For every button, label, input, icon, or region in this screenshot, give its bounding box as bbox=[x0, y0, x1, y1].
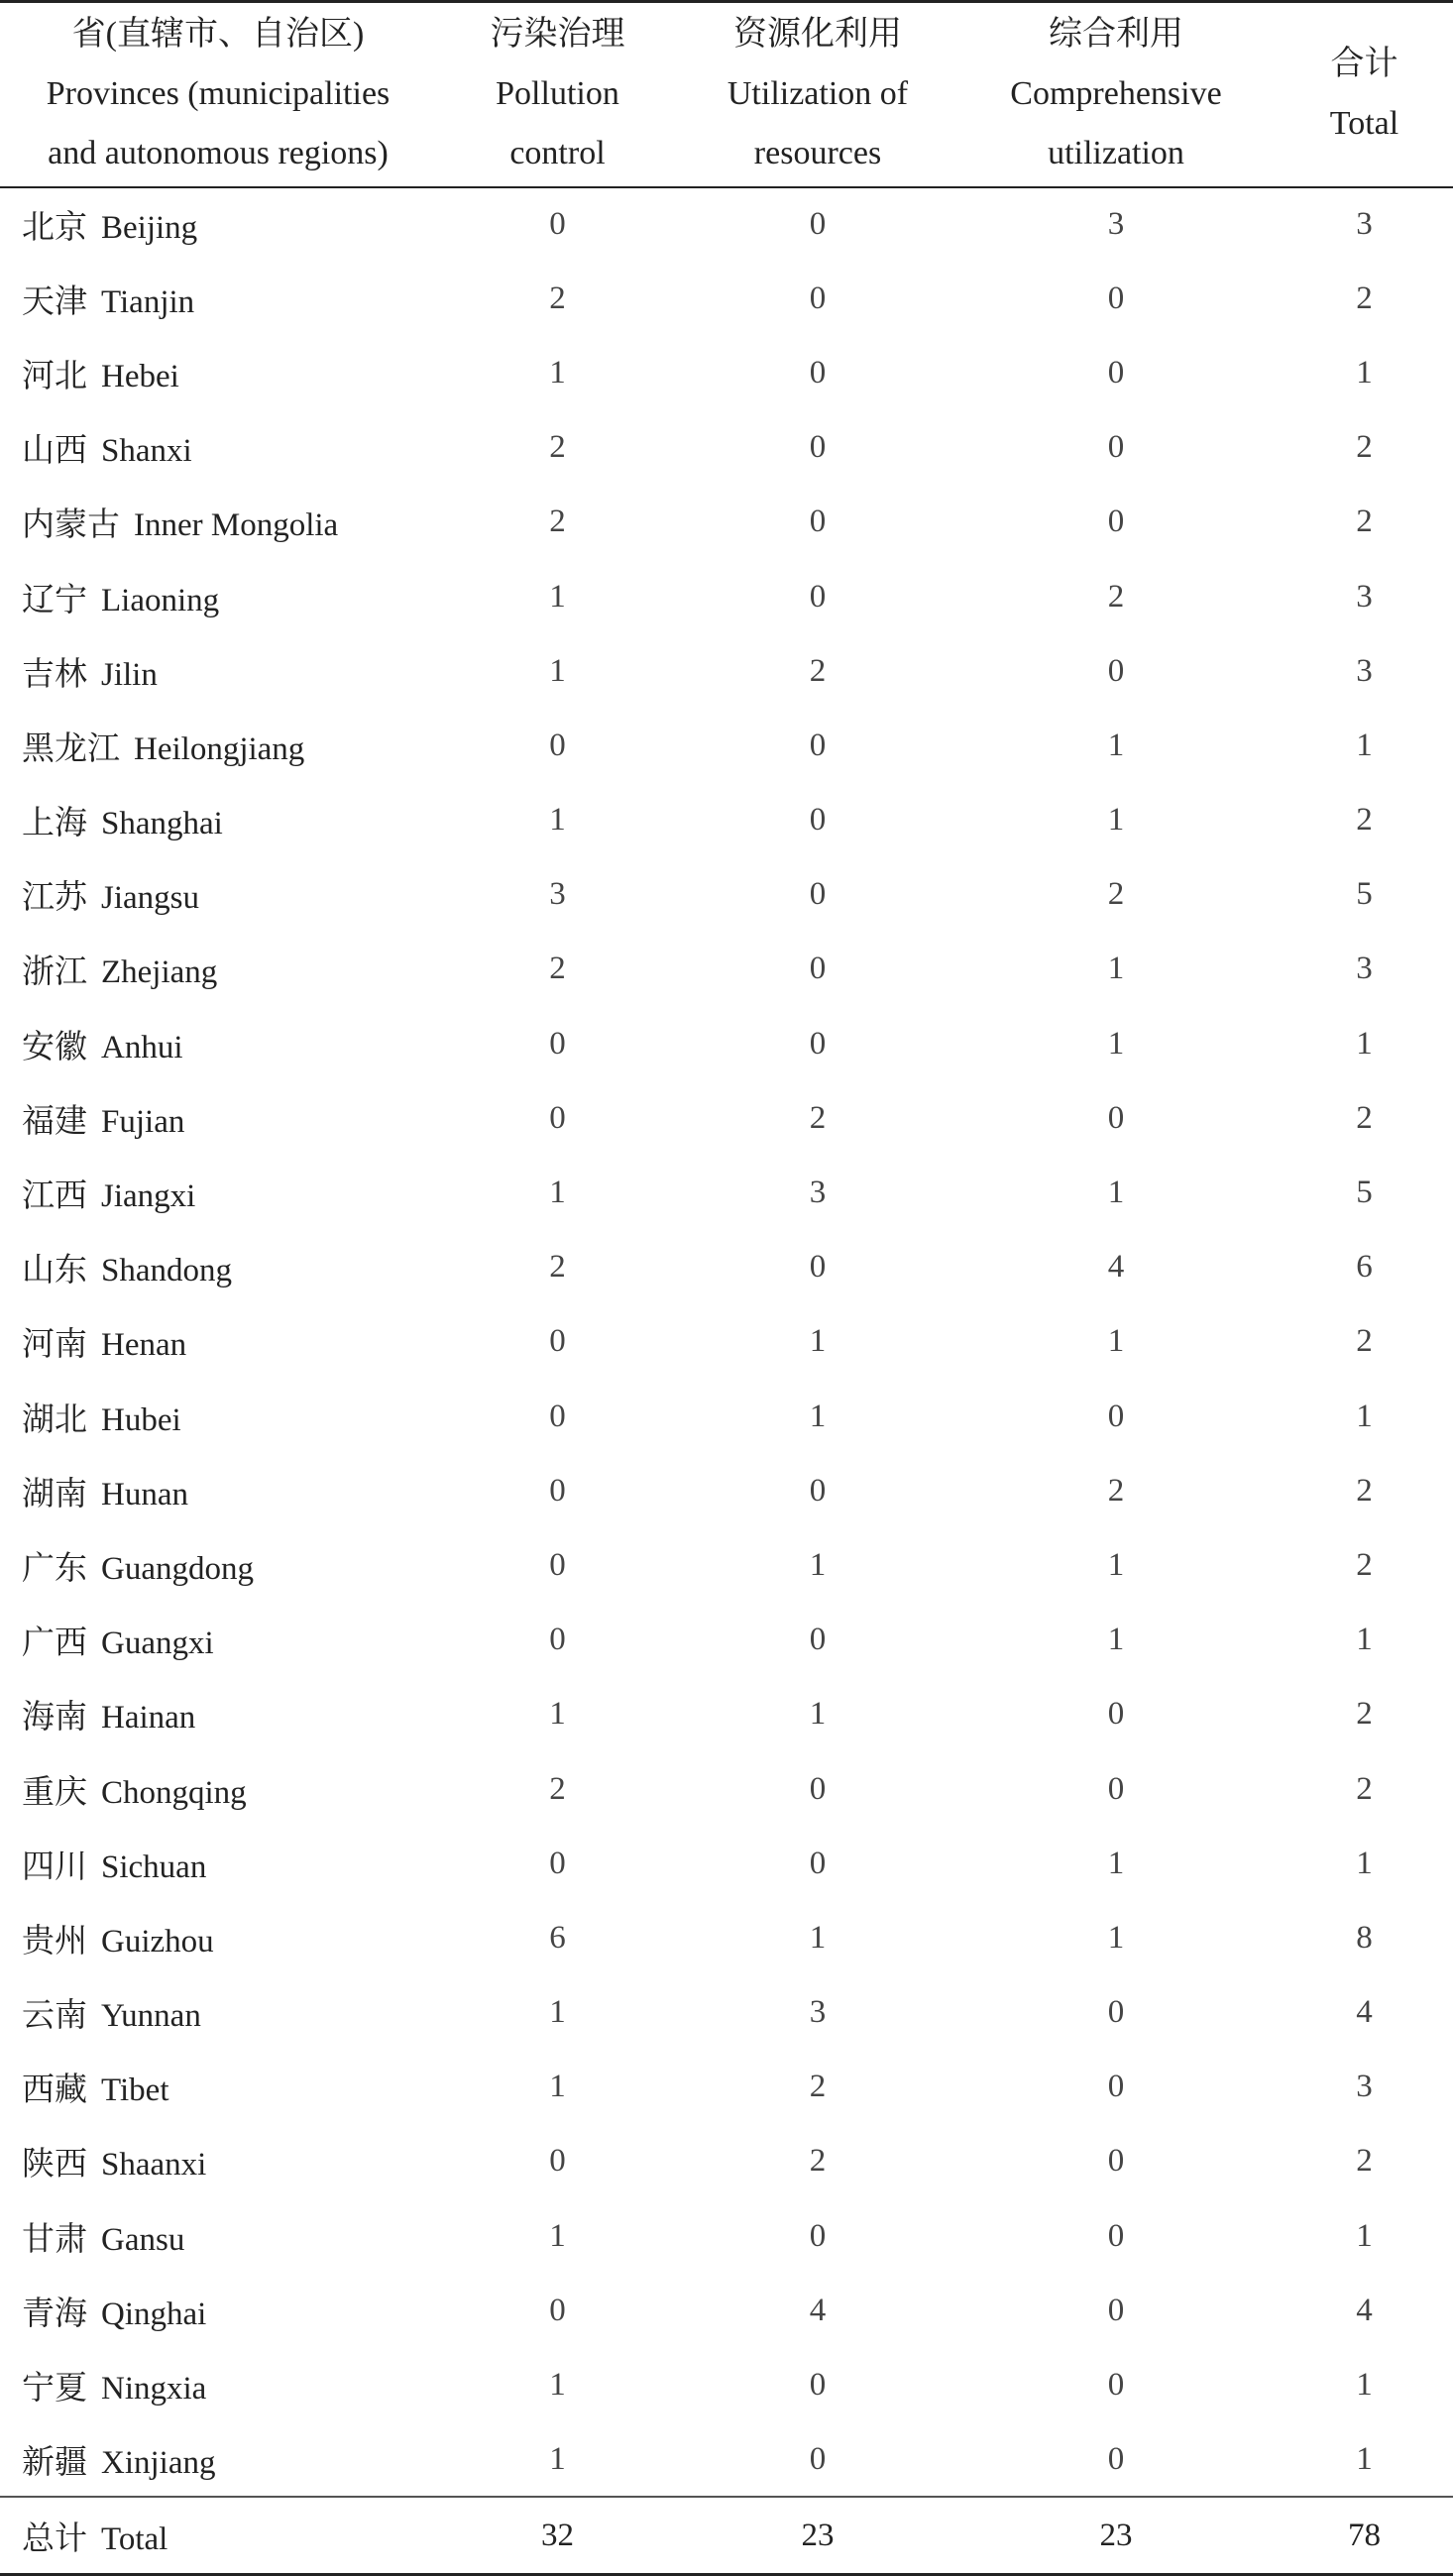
table-row bbox=[0, 1304, 1453, 1379]
table-row bbox=[0, 1454, 1453, 1528]
comprehensive-utilization-cell: 2 bbox=[1107, 876, 1125, 913]
row-total-cell: 4 bbox=[1356, 2292, 1373, 2328]
header-comprehensive bbox=[956, 2, 1276, 187]
province-name-zh: 青海 bbox=[22, 2296, 87, 2332]
resource-utilization-cell: 1 bbox=[809, 1323, 827, 1360]
row-total-cell: 6 bbox=[1356, 1249, 1373, 1286]
header-province-zh: 省(直辖市、自治区) bbox=[71, 16, 365, 54]
row-total-cell: 1 bbox=[1356, 2217, 1373, 2254]
pollution-control-cell: 0 bbox=[549, 1546, 566, 1583]
comprehensive-utilization-cell: 0 bbox=[1107, 652, 1125, 689]
pollution-control-cell: 0 bbox=[549, 206, 566, 243]
province-name-zh: 湖北 bbox=[22, 1401, 87, 1438]
table-row bbox=[0, 262, 1453, 336]
pollution-control-cell: 2 bbox=[549, 429, 566, 466]
comprehensive-utilization-cell: 0 bbox=[1107, 2367, 1125, 2404]
table-row bbox=[0, 2422, 1453, 2497]
row-total-cell: 2 bbox=[1356, 280, 1373, 316]
pollution-control-cell: 0 bbox=[549, 727, 566, 763]
table-header bbox=[0, 2, 1453, 187]
province-name-en: Guangxi bbox=[101, 1625, 214, 1662]
province-name-en: Hubei bbox=[101, 1401, 181, 1438]
total-pollution: 32 bbox=[436, 2497, 679, 2574]
province-cell bbox=[0, 187, 436, 262]
comprehensive-utilization-cell: 0 bbox=[1107, 2217, 1125, 2254]
province-name-zh: 河北 bbox=[22, 358, 87, 394]
comprehensive-utilization-cell: 0 bbox=[1107, 1770, 1125, 1807]
row-total-cell: 2 bbox=[1356, 1546, 1373, 1583]
province-cell bbox=[0, 1081, 436, 1156]
resource-utilization-cell: 3 bbox=[809, 1175, 827, 1211]
table-row bbox=[0, 634, 1453, 709]
province-name-en: Anhui bbox=[101, 1029, 183, 1065]
table-row bbox=[0, 1751, 1453, 1826]
resource-utilization-cell: 0 bbox=[809, 429, 827, 466]
comprehensive-utilization-cell: 2 bbox=[1107, 578, 1125, 615]
header-province bbox=[0, 2, 436, 187]
province-name-zh: 河南 bbox=[22, 1327, 87, 1364]
row-total-cell: 8 bbox=[1356, 1919, 1373, 1956]
comprehensive-utilization-cell: 0 bbox=[1107, 429, 1125, 466]
province-cell bbox=[0, 2348, 436, 2422]
province-name-en: Guangdong bbox=[101, 1550, 254, 1587]
pollution-control-cell: 0 bbox=[549, 1622, 566, 1658]
province-name-zh: 内蒙古 bbox=[22, 507, 120, 544]
table-row bbox=[0, 1230, 1453, 1304]
resource-utilization-cell: 0 bbox=[809, 2367, 827, 2404]
province-name-en: Shandong bbox=[101, 1253, 232, 1289]
province-name-en: Guizhou bbox=[101, 1923, 214, 1960]
pollution-control-cell: 1 bbox=[549, 354, 566, 391]
pollution-control-cell: 3 bbox=[549, 876, 566, 913]
table-row bbox=[0, 2050, 1453, 2124]
header-pollution bbox=[436, 2, 679, 187]
province-cell bbox=[0, 1007, 436, 1081]
province-name-en: Heilongjiang bbox=[134, 730, 305, 767]
province-name-en: Qinghai bbox=[101, 2296, 207, 2332]
header-comprehensive-zh: 综合利用 bbox=[1049, 16, 1183, 54]
row-total-cell: 3 bbox=[1356, 206, 1373, 243]
table-row bbox=[0, 1007, 1453, 1081]
table-row bbox=[0, 709, 1453, 783]
table-body bbox=[0, 187, 1453, 2498]
pollution-control-cell: 2 bbox=[549, 504, 566, 540]
comprehensive-utilization-cell: 0 bbox=[1107, 2143, 1125, 2180]
row-total-cell: 2 bbox=[1356, 1323, 1373, 1360]
province-cell bbox=[0, 1975, 436, 2050]
header-total-en: Total bbox=[1329, 105, 1399, 143]
resource-utilization-cell: 0 bbox=[809, 1770, 827, 1807]
province-name-en: Tianjin bbox=[101, 283, 195, 320]
row-total-cell: 1 bbox=[1356, 1622, 1373, 1658]
resource-utilization-cell: 0 bbox=[809, 354, 827, 391]
province-cell bbox=[0, 559, 436, 633]
province-cell bbox=[0, 1603, 436, 1677]
resource-utilization-cell: 0 bbox=[809, 578, 827, 615]
resource-utilization-cell: 0 bbox=[809, 1845, 827, 1881]
resource-utilization-cell: 3 bbox=[809, 1994, 827, 2031]
table-row bbox=[0, 1677, 1453, 1751]
province-name-en: Hunan bbox=[101, 1476, 188, 1512]
comprehensive-utilization-cell: 1 bbox=[1107, 802, 1125, 839]
header-pollution-en-1: Pollution bbox=[496, 75, 619, 113]
row-total-cell: 1 bbox=[1356, 1398, 1373, 1434]
province-cell bbox=[0, 1751, 436, 1826]
province-cell bbox=[0, 2124, 436, 2198]
comprehensive-utilization-cell: 1 bbox=[1107, 1622, 1125, 1658]
province-name-zh: 宁夏 bbox=[22, 2371, 87, 2408]
header-province-en-2: and autonomous regions) bbox=[48, 135, 389, 172]
province-name-zh: 江西 bbox=[22, 1178, 87, 1215]
province-cell bbox=[0, 2274, 436, 2348]
province-name-en: Inner Mongolia bbox=[134, 507, 339, 544]
table-row bbox=[0, 410, 1453, 485]
comprehensive-utilization-cell: 3 bbox=[1107, 206, 1125, 243]
resource-utilization-cell: 0 bbox=[809, 1622, 827, 1658]
resource-utilization-cell: 0 bbox=[809, 727, 827, 763]
comprehensive-utilization-cell: 0 bbox=[1107, 2069, 1125, 2105]
header-province-en-1: Provinces (municipalities bbox=[46, 75, 391, 113]
province-name-en: Xinjiang bbox=[101, 2444, 216, 2481]
province-name-en: Hainan bbox=[101, 1700, 196, 1736]
comprehensive-utilization-cell: 0 bbox=[1107, 354, 1125, 391]
province-name-zh: 西藏 bbox=[22, 2072, 87, 2109]
province-name-en: Jiangsu bbox=[101, 880, 199, 917]
header-total bbox=[1276, 2, 1453, 187]
pollution-control-cell: 0 bbox=[549, 1472, 566, 1509]
pollution-control-cell: 0 bbox=[549, 1099, 566, 1136]
table-row bbox=[0, 2124, 1453, 2198]
row-total-cell: 3 bbox=[1356, 951, 1373, 987]
table-row bbox=[0, 1975, 1453, 2050]
row-total-cell: 5 bbox=[1356, 876, 1373, 913]
table-row bbox=[0, 1901, 1453, 1975]
province-name-zh: 贵州 bbox=[22, 1923, 87, 1960]
province-cell bbox=[0, 1454, 436, 1528]
pollution-control-cell: 1 bbox=[549, 2440, 566, 2477]
province-name-zh: 四川 bbox=[22, 1848, 87, 1885]
province-cell bbox=[0, 1827, 436, 1901]
resource-utilization-cell: 0 bbox=[809, 280, 827, 316]
comprehensive-utilization-cell: 0 bbox=[1107, 504, 1125, 540]
resource-utilization-cell: 2 bbox=[809, 2069, 827, 2105]
province-cell bbox=[0, 336, 436, 410]
table-row bbox=[0, 1603, 1453, 1677]
pollution-control-cell: 1 bbox=[549, 652, 566, 689]
pollution-control-cell: 1 bbox=[549, 802, 566, 839]
row-total-cell: 4 bbox=[1356, 1994, 1373, 2031]
province-cell bbox=[0, 783, 436, 857]
province-name-zh: 浙江 bbox=[22, 954, 87, 991]
pollution-control-cell: 2 bbox=[549, 280, 566, 316]
resource-utilization-cell: 4 bbox=[809, 2292, 827, 2328]
header-resources bbox=[679, 2, 956, 187]
province-name-zh: 湖南 bbox=[22, 1476, 87, 1512]
province-name-zh: 辽宁 bbox=[22, 582, 87, 618]
resource-utilization-cell: 0 bbox=[809, 802, 827, 839]
pollution-control-cell: 2 bbox=[549, 1249, 566, 1286]
province-name-en: Yunnan bbox=[101, 1998, 201, 2035]
table-row bbox=[0, 1156, 1453, 1230]
resource-utilization-cell: 0 bbox=[809, 2440, 827, 2477]
province-name-zh: 重庆 bbox=[22, 1774, 87, 1811]
total-resources: 23 bbox=[679, 2497, 956, 2574]
pollution-control-cell: 1 bbox=[549, 2367, 566, 2404]
header-pollution-en-2: control bbox=[509, 135, 606, 172]
table-row bbox=[0, 783, 1453, 857]
row-total-cell: 1 bbox=[1356, 1845, 1373, 1881]
province-cell bbox=[0, 1304, 436, 1379]
row-total-cell: 2 bbox=[1356, 2143, 1373, 2180]
province-name-zh: 云南 bbox=[22, 1998, 87, 2035]
resource-utilization-cell: 0 bbox=[809, 1025, 827, 1062]
province-name-en: Henan bbox=[101, 1327, 187, 1364]
comprehensive-utilization-cell: 1 bbox=[1107, 951, 1125, 987]
comprehensive-utilization-cell: 2 bbox=[1107, 1472, 1125, 1509]
province-cell bbox=[0, 1156, 436, 1230]
province-name-zh: 黑龙江 bbox=[22, 730, 120, 767]
province-name-zh: 江苏 bbox=[22, 880, 87, 917]
province-name-zh: 上海 bbox=[22, 806, 87, 842]
province-name-en: Jiangxi bbox=[101, 1178, 196, 1215]
pollution-control-cell: 1 bbox=[549, 2069, 566, 2105]
row-total-cell: 1 bbox=[1356, 2367, 1373, 2404]
resource-utilization-cell: 0 bbox=[809, 206, 827, 243]
comprehensive-utilization-cell: 1 bbox=[1107, 1323, 1125, 1360]
province-cell bbox=[0, 1528, 436, 1603]
province-name-zh: 陕西 bbox=[22, 2147, 87, 2184]
province-cell bbox=[0, 857, 436, 932]
table-row bbox=[0, 336, 1453, 410]
header-resources-zh: 资源化利用 bbox=[733, 16, 902, 54]
comprehensive-utilization-cell: 1 bbox=[1107, 727, 1125, 763]
province-name-zh: 广东 bbox=[22, 1550, 87, 1587]
resource-utilization-cell: 2 bbox=[809, 652, 827, 689]
province-name-en: Ningxia bbox=[101, 2371, 207, 2408]
province-name-en: Liaoning bbox=[101, 582, 220, 618]
province-name-en: Zhejiang bbox=[101, 954, 218, 991]
table-row bbox=[0, 2348, 1453, 2422]
header-row bbox=[0, 2, 1453, 187]
province-cell bbox=[0, 1230, 436, 1304]
resource-utilization-cell: 1 bbox=[809, 1919, 827, 1956]
row-total-cell: 5 bbox=[1356, 1175, 1373, 1211]
resource-utilization-cell: 0 bbox=[809, 2217, 827, 2254]
total-row-zh: 总计 bbox=[22, 2520, 87, 2557]
table-row bbox=[0, 559, 1453, 633]
province-name-zh: 山东 bbox=[22, 1253, 87, 1289]
comprehensive-utilization-cell: 1 bbox=[1107, 1845, 1125, 1881]
header-pollution-zh: 污染治理 bbox=[490, 16, 625, 54]
table-footer bbox=[0, 2497, 1453, 2574]
comprehensive-utilization-cell: 1 bbox=[1107, 1919, 1125, 1956]
province-name-en: Sichuan bbox=[101, 1848, 207, 1885]
pollution-control-cell: 6 bbox=[549, 1919, 566, 1956]
resource-utilization-cell: 2 bbox=[809, 2143, 827, 2180]
province-name-en: Tibet bbox=[101, 2072, 169, 2109]
total-total: 78 bbox=[1276, 2497, 1453, 2574]
resource-utilization-cell: 0 bbox=[809, 1472, 827, 1509]
row-total-cell: 1 bbox=[1356, 1025, 1373, 1062]
table-row bbox=[0, 1380, 1453, 1454]
pollution-control-cell: 1 bbox=[549, 1696, 566, 1733]
comprehensive-utilization-cell: 0 bbox=[1107, 1398, 1125, 1434]
table-row bbox=[0, 1528, 1453, 1603]
table-row bbox=[0, 932, 1453, 1006]
comprehensive-utilization-cell: 4 bbox=[1107, 1249, 1125, 1286]
comprehensive-utilization-cell: 1 bbox=[1107, 1175, 1125, 1211]
pollution-control-cell: 0 bbox=[549, 1025, 566, 1062]
comprehensive-utilization-cell: 1 bbox=[1107, 1025, 1125, 1062]
row-total-cell: 3 bbox=[1356, 652, 1373, 689]
province-name-en: Jilin bbox=[101, 656, 158, 693]
resource-utilization-cell: 2 bbox=[809, 1099, 827, 1136]
province-name-zh: 北京 bbox=[22, 210, 87, 247]
pollution-control-cell: 0 bbox=[549, 1845, 566, 1881]
resource-utilization-cell: 1 bbox=[809, 1546, 827, 1583]
pollution-control-cell: 1 bbox=[549, 1994, 566, 2031]
province-name-zh: 海南 bbox=[22, 1700, 87, 1736]
row-total-cell: 3 bbox=[1356, 2069, 1373, 2105]
total-comprehensive: 23 bbox=[956, 2497, 1276, 2574]
table-row bbox=[0, 2274, 1453, 2348]
province-name-zh: 山西 bbox=[22, 433, 87, 470]
resource-utilization-cell: 1 bbox=[809, 1398, 827, 1434]
table-row bbox=[0, 857, 1453, 932]
province-name-en: Chongqing bbox=[101, 1774, 247, 1811]
resource-utilization-cell: 0 bbox=[809, 876, 827, 913]
province-cell bbox=[0, 2050, 436, 2124]
province-name-en: Gansu bbox=[101, 2221, 185, 2258]
comprehensive-utilization-cell: 0 bbox=[1107, 1994, 1125, 2031]
province-name-zh: 甘肃 bbox=[22, 2221, 87, 2258]
header-comprehensive-en-1: Comprehensive bbox=[1010, 75, 1222, 113]
row-total-cell: 2 bbox=[1356, 1696, 1373, 1733]
row-total-cell: 2 bbox=[1356, 1770, 1373, 1807]
row-total-cell: 2 bbox=[1356, 504, 1373, 540]
province-name-zh: 安徽 bbox=[22, 1029, 87, 1065]
table-row bbox=[0, 1081, 1453, 1156]
province-name-en: Shanxi bbox=[101, 433, 192, 470]
row-total-cell: 2 bbox=[1356, 1099, 1373, 1136]
row-total-cell: 2 bbox=[1356, 1472, 1373, 1509]
province-name-zh: 吉林 bbox=[22, 656, 87, 693]
row-total-cell: 3 bbox=[1356, 578, 1373, 615]
pollution-control-cell: 0 bbox=[549, 2143, 566, 2180]
pollution-control-cell: 1 bbox=[549, 1175, 566, 1211]
province-name-en: Shaanxi bbox=[101, 2147, 207, 2184]
header-resources-en-1: Utilization of bbox=[726, 75, 909, 113]
table-row bbox=[0, 187, 1453, 262]
table-row bbox=[0, 2199, 1453, 2274]
resource-utilization-cell: 0 bbox=[809, 504, 827, 540]
province-name-en: Beijing bbox=[101, 210, 198, 247]
province-cell bbox=[0, 932, 436, 1006]
comprehensive-utilization-cell: 0 bbox=[1107, 1099, 1125, 1136]
province-cell bbox=[0, 1380, 436, 1454]
row-total-cell: 1 bbox=[1356, 2440, 1373, 2477]
header-total-zh: 合计 bbox=[1330, 46, 1398, 83]
province-name-zh: 广西 bbox=[22, 1625, 87, 1662]
province-name-zh: 天津 bbox=[22, 283, 87, 320]
comprehensive-utilization-cell: 0 bbox=[1107, 280, 1125, 316]
comprehensive-utilization-cell: 0 bbox=[1107, 2292, 1125, 2328]
row-total-cell: 1 bbox=[1356, 354, 1373, 391]
pollution-control-cell: 1 bbox=[549, 578, 566, 615]
resource-utilization-cell: 0 bbox=[809, 1249, 827, 1286]
province-name-zh: 福建 bbox=[22, 1103, 87, 1140]
pollution-control-cell: 1 bbox=[549, 2217, 566, 2254]
province-name-en: Shanghai bbox=[101, 806, 223, 842]
province-cell bbox=[0, 1901, 436, 1975]
province-cell bbox=[0, 2422, 436, 2497]
province-cell bbox=[0, 2199, 436, 2274]
row-total-cell: 2 bbox=[1356, 429, 1373, 466]
resource-utilization-cell: 1 bbox=[809, 1696, 827, 1733]
pollution-control-cell: 0 bbox=[549, 1398, 566, 1434]
comprehensive-utilization-cell: 1 bbox=[1107, 1546, 1125, 1583]
row-total-cell: 2 bbox=[1356, 802, 1373, 839]
table-row bbox=[0, 485, 1453, 559]
header-resources-en-2: resources bbox=[753, 135, 882, 172]
row-total-cell: 1 bbox=[1356, 727, 1373, 763]
province-cell bbox=[0, 485, 436, 559]
province-cell bbox=[0, 1677, 436, 1751]
comprehensive-utilization-cell: 0 bbox=[1107, 1696, 1125, 1733]
comprehensive-utilization-cell: 0 bbox=[1107, 2440, 1125, 2477]
province-cell bbox=[0, 262, 436, 336]
province-cell bbox=[0, 410, 436, 485]
pollution-control-cell: 2 bbox=[549, 1770, 566, 1807]
province-name-en: Fujian bbox=[101, 1103, 185, 1140]
province-name-zh: 新疆 bbox=[22, 2444, 87, 2481]
province-name-en: Hebei bbox=[101, 358, 179, 394]
total-row bbox=[0, 2497, 1453, 2574]
table-row bbox=[0, 1827, 1453, 1901]
total-row-label bbox=[0, 2497, 436, 2574]
resource-utilization-cell: 0 bbox=[809, 951, 827, 987]
province-cell bbox=[0, 709, 436, 783]
pollution-control-cell: 0 bbox=[549, 1323, 566, 1360]
pollution-control-cell: 0 bbox=[549, 2292, 566, 2328]
province-cell bbox=[0, 634, 436, 709]
pollution-control-cell: 2 bbox=[549, 951, 566, 987]
total-row-en: Total bbox=[101, 2520, 168, 2557]
header-comprehensive-en-2: utilization bbox=[1048, 135, 1184, 172]
